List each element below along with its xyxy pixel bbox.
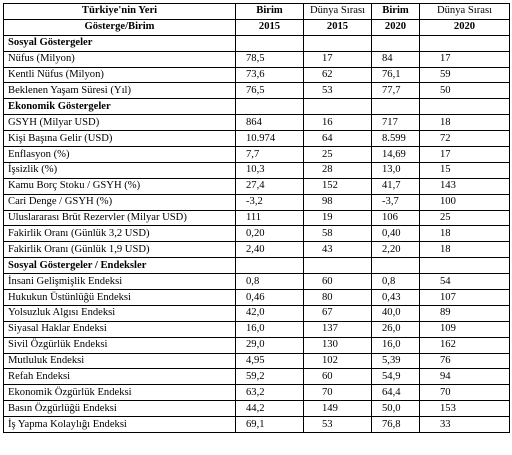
indicator-label: Hukukun Üstünlüğü Endeksi: [4, 290, 236, 306]
indicator-label: Beklenen Yaşam Süresi (Yıl): [4, 83, 236, 99]
value-cell: 40,0: [372, 305, 420, 321]
header-cell: Dünya Sırası: [420, 4, 510, 20]
value-cell: 28: [304, 162, 372, 178]
value-cell: 16: [304, 115, 372, 131]
value-cell: 0,46: [236, 290, 304, 306]
empty-cell: [420, 258, 510, 274]
value-cell: 0,8: [236, 274, 304, 290]
empty-cell: [372, 35, 420, 51]
value-cell: 2,20: [372, 242, 420, 258]
empty-cell: [420, 99, 510, 115]
value-cell: 15: [420, 162, 510, 178]
value-cell: 25: [304, 147, 372, 163]
value-cell: 153: [420, 401, 510, 417]
empty-cell: [372, 258, 420, 274]
value-cell: 7,7: [236, 147, 304, 163]
section-title: Sosyal Göstergeler / Endeksler: [4, 258, 236, 274]
value-cell: 18: [420, 226, 510, 242]
value-cell: 64,4: [372, 385, 420, 401]
value-cell: 25: [420, 210, 510, 226]
value-cell: 94: [420, 369, 510, 385]
value-cell: 27,4: [236, 178, 304, 194]
table-row: [4, 353, 510, 369]
header-cell: 2020: [420, 19, 510, 35]
table-row: [4, 242, 510, 258]
value-cell: 16,0: [372, 337, 420, 353]
value-cell: 100: [420, 194, 510, 210]
value-cell: 143: [420, 178, 510, 194]
value-cell: 18: [420, 242, 510, 258]
table-row: [4, 337, 510, 353]
indicator-label: Ekonomik Özgürlük Endeksi: [4, 385, 236, 401]
table-row: [4, 369, 510, 385]
value-cell: 13,0: [372, 162, 420, 178]
value-cell: 10.974: [236, 131, 304, 147]
value-cell: 76,1: [372, 67, 420, 83]
indicator-label: Kentli Nüfus (Milyon): [4, 67, 236, 83]
value-cell: 137: [304, 321, 372, 337]
header-cell: 2015: [304, 19, 372, 35]
value-cell: 43: [304, 242, 372, 258]
value-cell: 152: [304, 178, 372, 194]
table-row: [4, 178, 510, 194]
indicator-label: Uluslararası Brüt Rezervler (Milyar USD): [4, 210, 236, 226]
value-cell: 70: [420, 385, 510, 401]
section-row: [4, 258, 510, 274]
header-cell: Birim: [372, 4, 420, 20]
value-cell: 50,0: [372, 401, 420, 417]
value-cell: 14,69: [372, 147, 420, 163]
table-row: [4, 401, 510, 417]
value-cell: 62: [304, 67, 372, 83]
value-cell: 5,39: [372, 353, 420, 369]
header-cell: Birim: [236, 4, 304, 20]
header-cell: Dünya Sırası: [304, 4, 372, 20]
table-row: [4, 147, 510, 163]
indicator-label: Yolsuzluk Algısı Endeksi: [4, 305, 236, 321]
table-row: [4, 305, 510, 321]
section-row: [4, 99, 510, 115]
table-row: [4, 210, 510, 226]
value-cell: 80: [304, 290, 372, 306]
empty-cell: [304, 99, 372, 115]
table-row: [4, 67, 510, 83]
value-cell: 54: [420, 274, 510, 290]
value-cell: 19: [304, 210, 372, 226]
indicator-label: İş Yapma Kolaylığı Endeksi: [4, 417, 236, 433]
table-row: [4, 321, 510, 337]
indicator-label: Kamu Borç Stoku / GSYH (%): [4, 178, 236, 194]
value-cell: 89: [420, 305, 510, 321]
value-cell: 864: [236, 115, 304, 131]
indicator-label: İşsizlik (%): [4, 162, 236, 178]
value-cell: 17: [420, 51, 510, 67]
indicator-label: Siyasal Haklar Endeksi: [4, 321, 236, 337]
value-cell: 8.599: [372, 131, 420, 147]
section-row: [4, 35, 510, 51]
value-cell: 58: [304, 226, 372, 242]
value-cell: 106: [372, 210, 420, 226]
value-cell: 44,2: [236, 401, 304, 417]
value-cell: 17: [420, 147, 510, 163]
value-cell: 111: [236, 210, 304, 226]
table-row: [4, 51, 510, 67]
value-cell: 60: [304, 369, 372, 385]
value-cell: 73,6: [236, 67, 304, 83]
value-cell: 26,0: [372, 321, 420, 337]
table-row: [4, 162, 510, 178]
value-cell: 717: [372, 115, 420, 131]
value-cell: 76,8: [372, 417, 420, 433]
empty-cell: [372, 99, 420, 115]
value-cell: 130: [304, 337, 372, 353]
value-cell: 16,0: [236, 321, 304, 337]
indicator-label: Fakirlik Oranı (Günlük 3,2 USD): [4, 226, 236, 242]
value-cell: 53: [304, 417, 372, 433]
value-cell: 4,95: [236, 353, 304, 369]
value-cell: 78,5: [236, 51, 304, 67]
value-cell: 33: [420, 417, 510, 433]
value-cell: 17: [304, 51, 372, 67]
indicator-label: Nüfus (Milyon): [4, 51, 236, 67]
value-cell: 109: [420, 321, 510, 337]
empty-cell: [304, 35, 372, 51]
value-cell: 102: [304, 353, 372, 369]
value-cell: 72: [420, 131, 510, 147]
value-cell: 0,43: [372, 290, 420, 306]
table-row: [4, 226, 510, 242]
value-cell: 67: [304, 305, 372, 321]
table-row: [4, 274, 510, 290]
value-cell: 70: [304, 385, 372, 401]
indicator-label: Kişi Başına Gelir (USD): [4, 131, 236, 147]
table-row: [4, 83, 510, 99]
empty-cell: [236, 258, 304, 274]
value-cell: 162: [420, 337, 510, 353]
value-cell: 0,8: [372, 274, 420, 290]
value-cell: 63,2: [236, 385, 304, 401]
header-row-1: [4, 4, 510, 20]
header-cell: 2015: [236, 19, 304, 35]
value-cell: 53: [304, 83, 372, 99]
value-cell: 76,5: [236, 83, 304, 99]
value-cell: -3,7: [372, 194, 420, 210]
value-cell: 0,20: [236, 226, 304, 242]
table-row: [4, 115, 510, 131]
indicator-label: Basın Özgürlüğü Endeksi: [4, 401, 236, 417]
header-row-2: [4, 19, 510, 35]
value-cell: 77,7: [372, 83, 420, 99]
empty-cell: [236, 99, 304, 115]
table-row: [4, 131, 510, 147]
value-cell: 42,0: [236, 305, 304, 321]
value-cell: 60: [304, 274, 372, 290]
value-cell: 107: [420, 290, 510, 306]
empty-cell: [420, 35, 510, 51]
indicator-label: Mutluluk Endeksi: [4, 353, 236, 369]
value-cell: 0,40: [372, 226, 420, 242]
value-cell: 84: [372, 51, 420, 67]
section-title: Ekonomik Göstergeler: [4, 99, 236, 115]
value-cell: 149: [304, 401, 372, 417]
indicator-label: GSYH (Milyar USD): [4, 115, 236, 131]
indicators-table: [3, 3, 510, 433]
value-cell: 50: [420, 83, 510, 99]
value-cell: 29,0: [236, 337, 304, 353]
table-row: [4, 194, 510, 210]
header-cell: Türkiye'nin Yeri: [4, 4, 236, 20]
indicator-label: Refah Endeksi: [4, 369, 236, 385]
indicator-label: İnsani Gelişmişlik Endeksi: [4, 274, 236, 290]
table-row: [4, 417, 510, 433]
value-cell: 59: [420, 67, 510, 83]
value-cell: 59,2: [236, 369, 304, 385]
header-cell: Gösterge/Birim: [4, 19, 236, 35]
value-cell: 41,7: [372, 178, 420, 194]
value-cell: 2,40: [236, 242, 304, 258]
value-cell: 69,1: [236, 417, 304, 433]
table-row: [4, 385, 510, 401]
header-cell: 2020: [372, 19, 420, 35]
indicator-label: Sivil Özgürlük Endeksi: [4, 337, 236, 353]
indicator-label: Fakirlik Oranı (Günlük 1,9 USD): [4, 242, 236, 258]
value-cell: 64: [304, 131, 372, 147]
empty-cell: [236, 35, 304, 51]
value-cell: -3,2: [236, 194, 304, 210]
value-cell: 18: [420, 115, 510, 131]
value-cell: 54,9: [372, 369, 420, 385]
empty-cell: [304, 258, 372, 274]
indicator-label: Cari Denge / GSYH (%): [4, 194, 236, 210]
indicator-label: Enflasyon (%): [4, 147, 236, 163]
value-cell: 10,3: [236, 162, 304, 178]
section-title: Sosyal Göstergeler: [4, 35, 236, 51]
table-row: [4, 290, 510, 306]
value-cell: 98: [304, 194, 372, 210]
value-cell: 76: [420, 353, 510, 369]
